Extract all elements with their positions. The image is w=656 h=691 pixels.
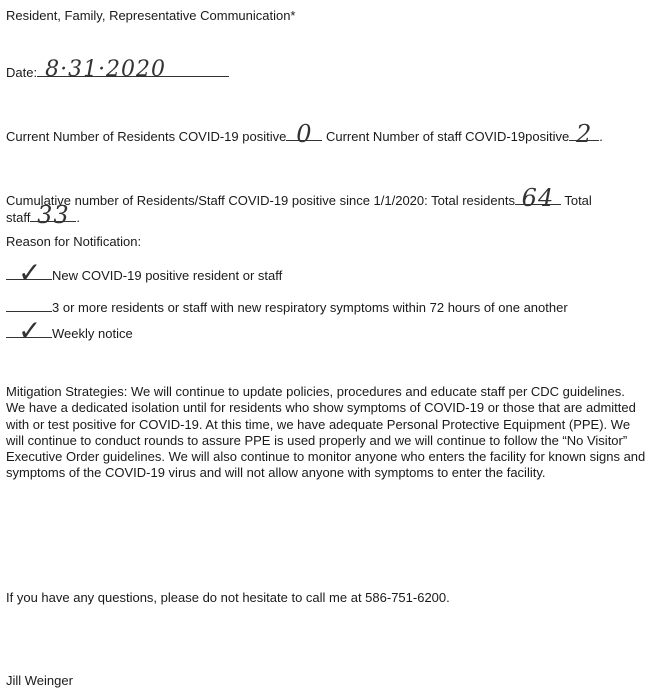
- current-staff-value: 2: [576, 120, 593, 148]
- cumulative-row-1: [6, 184, 592, 212]
- contact-text: If you have any questions, please do not hesitate to call me at 586-751-6200.: [6, 590, 450, 605]
- signature-name: Jill Weinger: [6, 673, 73, 688]
- reason-option-respiratory: [6, 297, 568, 316]
- current-residents-field[interactable]: [286, 120, 322, 148]
- cumulative-residents-value: 64: [521, 184, 555, 212]
- cumulative-row-2: [6, 201, 80, 229]
- date-value: 8·31·2020: [45, 57, 167, 82]
- mitigation-paragraph: Mitigation Strategies: We will continue to update policies, procedures and educate staff per CDC guidelines. We have a dedicated isolation until for residents who show symptoms of COVID-19 or those that are admitted with or test positive for COVID-19. At this time, we have adequate Personal Protective Equipment (PPE). We will continue to conduct rounds to assure PPE is used properly and we will continue to follow the “No Visitor” Executive Order guidelines. We will also continue to monitor anyone who enters the facility for known signs and symptoms of the COVID-19 virus and will not allow anyone with symptoms to enter the facility.: [6, 384, 646, 481]
- reason-checkbox-respiratory[interactable]: [6, 297, 52, 312]
- cumulative-label: Cumulative number of Residents/Staff COVID-19 positive since 1/1/2020: Total residents: [6, 193, 515, 208]
- date-row: [6, 57, 229, 82]
- reason-option-label: 3 or more residents or staff with new respiratory symptoms within 72 hours of one another: [52, 300, 568, 315]
- cumulative-staff-value: 33: [37, 201, 70, 229]
- cumulative-staff-label-a: Total: [564, 193, 592, 208]
- current-staff-field[interactable]: [569, 120, 599, 148]
- current-residents-label: Current Number of Residents COVID-19 positive: [6, 129, 287, 144]
- cumulative-period: .: [76, 210, 80, 225]
- reason-option-new-positive: [6, 256, 283, 289]
- date-label: Date:: [6, 65, 38, 80]
- document-title: Resident, Family, Representative Communication*: [6, 8, 296, 23]
- reason-option-weekly: [6, 314, 133, 347]
- current-staff-label: Current Number of staff COVID-19positive: [325, 129, 570, 144]
- date-field[interactable]: [37, 57, 229, 82]
- reason-checkbox-new-positive[interactable]: [6, 256, 52, 289]
- check-mark-icon: ✓: [18, 314, 42, 347]
- reason-option-label: New COVID-19 positive resident or staff: [52, 268, 283, 283]
- current-counts-row: Current Number of Residents COVID-19 positive 0 Current Number of staff COVID-19positive 2 .: [6, 120, 603, 148]
- reason-option-label: Weekly notice: [52, 326, 133, 341]
- check-mark-icon: ✓: [18, 256, 42, 289]
- reason-checkbox-weekly[interactable]: [6, 314, 52, 347]
- cumulative-residents-field[interactable]: [515, 184, 561, 212]
- cumulative-staff-field[interactable]: [30, 201, 76, 229]
- reason-label: Reason for Notification:: [6, 234, 142, 249]
- current-residents-value: 0: [296, 120, 313, 148]
- cumulative-staff-label-b: staff: [6, 210, 31, 225]
